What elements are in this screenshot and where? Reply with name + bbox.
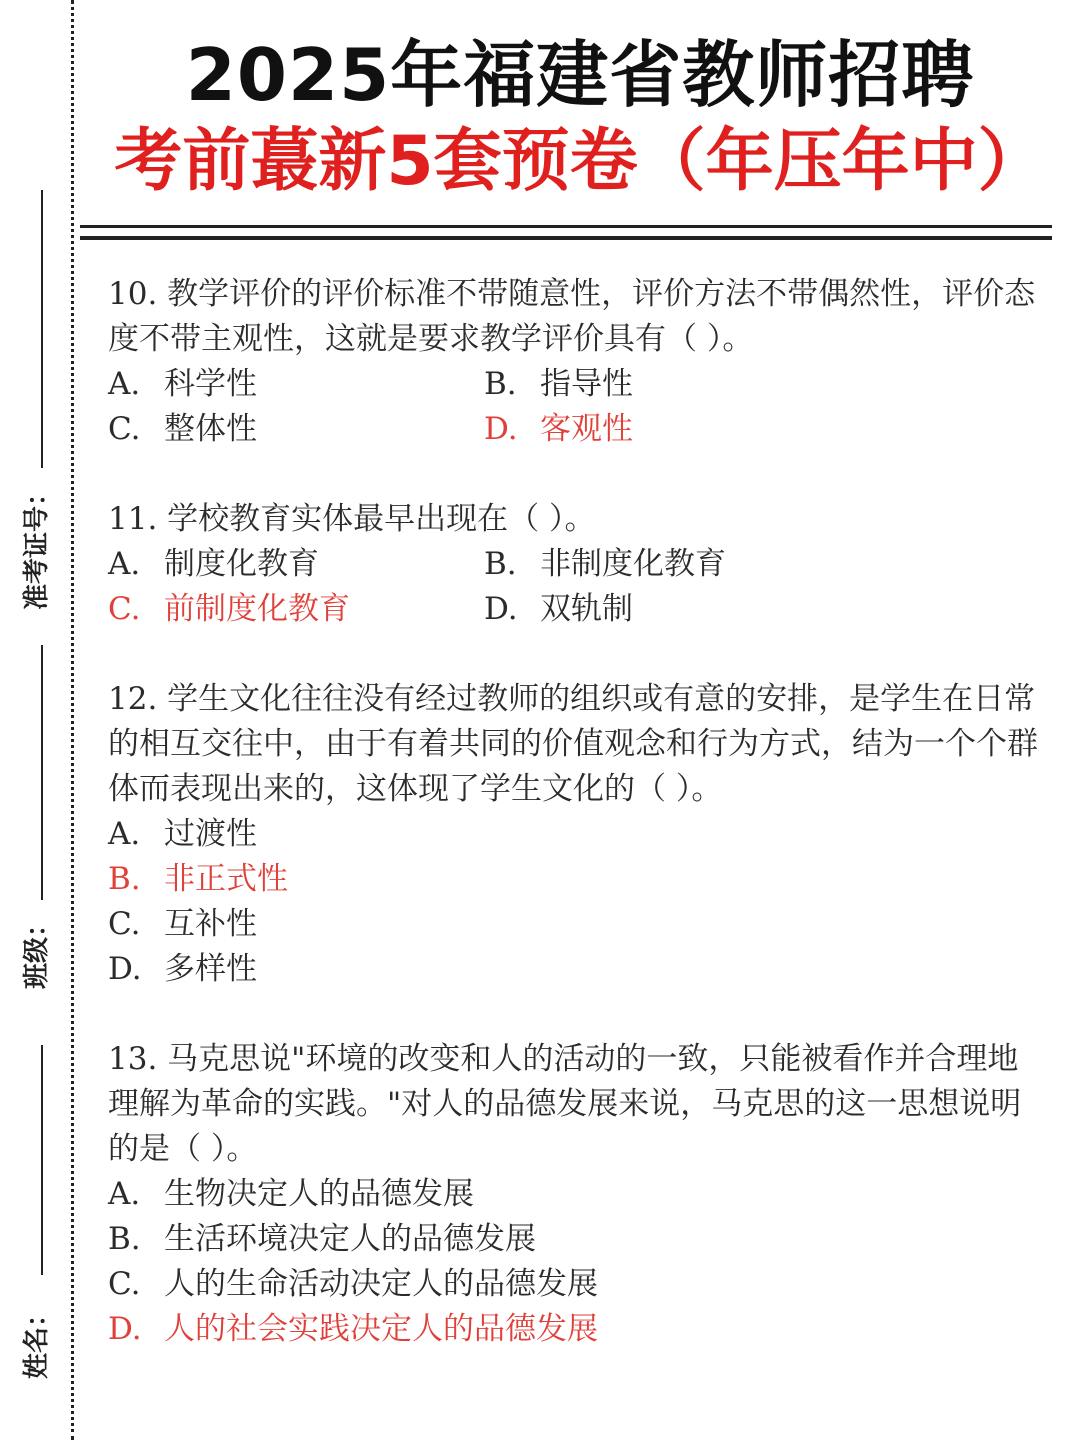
option-c: C. 整体性 — [108, 411, 257, 447]
option-d-answer: D. 客观性 — [484, 411, 633, 447]
name-label: 姓名： — [22, 1301, 52, 1380]
option-a: A. 制度化教育 — [108, 546, 319, 582]
header-divider-thin — [80, 225, 1052, 228]
exam-no-write-line — [41, 190, 43, 468]
exam-no-label: 准考证号： — [22, 480, 52, 611]
question-stem: 10. 教学评价的评价标准不带随意性，评价方法不带偶然性，评价态度不带主观性，这就是要求教学评价具有（ ）。 — [108, 276, 1036, 357]
options-grid — [108, 542, 1048, 632]
option-b-answer: B. 非正式性 — [108, 861, 288, 897]
question-stem: 12. 学生文化往往没有经过教师的组织或有意的安排，是学生在日常的相互交往中，由于有着共同的价值观念和行为方式，结为一个个群体而表现出来的，这体现了学生文化的（ ）。 — [108, 681, 1038, 807]
option-d: D. 双轨制 — [484, 591, 633, 627]
name-write-line — [41, 1045, 43, 1275]
question-stem: 11. 学校教育实体最早出现在（ ）。 — [108, 501, 596, 537]
class-label: 班级： — [22, 911, 52, 990]
question-stem: 13. 马克思说"环境的改变和人的活动的一致，只能被看作并合理地理解为革命的实践。"对人的品德发展来说，马克思的这一思想说明的是（ ）。 — [108, 1041, 1022, 1167]
option-a: A. 生物决定人的品德发展 — [108, 1176, 474, 1212]
question-11 — [108, 497, 1048, 632]
option-d-answer: D. 人的社会实践决定人的品德发展 — [108, 1311, 598, 1347]
option-a: A. 过渡性 — [108, 816, 257, 852]
option-d: D. 多样性 — [108, 951, 257, 987]
header-divider-thick — [80, 236, 1052, 240]
page-header — [80, 30, 1080, 204]
question-12 — [108, 677, 1048, 992]
option-b: B. 指导性 — [484, 366, 633, 402]
dotted-cut-line — [71, 0, 74, 1440]
option-a: A. 科学性 — [108, 366, 257, 402]
question-list — [108, 272, 1048, 1397]
page-title: 2025年福建省教师招聘 — [185, 33, 975, 117]
option-c: C. 人的生命活动决定人的品德发展 — [108, 1266, 598, 1302]
options-list — [108, 1172, 1048, 1352]
options-grid — [108, 362, 1048, 452]
options-list — [108, 812, 1048, 992]
binding-margin — [0, 0, 80, 1440]
option-b: B. 非制度化教育 — [484, 546, 726, 582]
question-10 — [108, 272, 1048, 452]
option-c-answer: C. 前制度化教育 — [108, 591, 350, 627]
page-subtitle: 考前蕞新5套预卷（年压年中） — [114, 122, 1046, 201]
option-c: C. 互补性 — [108, 906, 257, 942]
class-write-line — [41, 645, 43, 900]
question-13 — [108, 1037, 1048, 1352]
option-b: B. 生活环境决定人的品德发展 — [108, 1221, 536, 1257]
